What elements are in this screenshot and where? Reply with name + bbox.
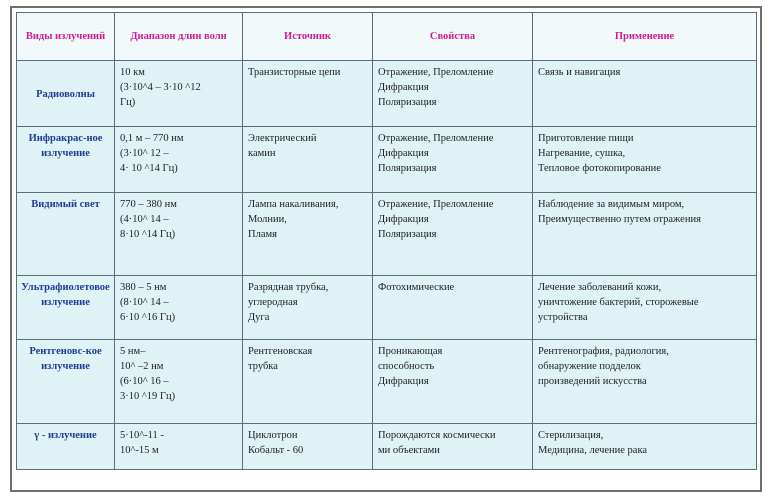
property-line: Фотохимические [378, 282, 455, 293]
kind-label: Инфракрас-ное излучение [28, 133, 103, 159]
source-line: Молнии, [248, 214, 287, 225]
usage-line: Рентгенография, радиология, [538, 346, 669, 357]
property-line: ми объектами [378, 445, 440, 456]
kind-label: Видимый свет [31, 199, 100, 210]
kind-label: Ультрафиолетовое излучение [21, 282, 110, 308]
kind-cell [17, 61, 115, 127]
range-line: 6·10 ^16 Гц) [120, 312, 176, 323]
header-usage: Применение [533, 13, 757, 61]
kind-cell [17, 276, 115, 340]
header-source: Источник [243, 13, 373, 61]
usage-line: Приготовление пищи [538, 133, 634, 144]
range-line: 5 нм– [120, 346, 146, 357]
source-cell [243, 193, 373, 276]
usage-cell [533, 193, 757, 276]
properties-cell [373, 61, 533, 127]
properties-cell [373, 276, 533, 340]
range-cell [115, 340, 243, 424]
range-cell [115, 276, 243, 340]
range-line: 8·10 ^14 Гц) [120, 229, 176, 240]
range-line: 0,1 м – 770 нм [120, 133, 184, 144]
kind-cell [17, 340, 115, 424]
usage-line: Тепловое фотокопирование [538, 163, 661, 174]
range-line: (3·10^ 12 – [120, 148, 169, 159]
usage-line: произведений искусства [538, 376, 647, 387]
usage-line: Преимущественно путем отражения [538, 214, 701, 225]
usage-line: устройства [538, 312, 588, 323]
properties-cell [373, 193, 533, 276]
usage-cell [533, 61, 757, 127]
property-line: способность [378, 361, 435, 372]
header-properties: Свойства [373, 13, 533, 61]
property-line: Поляризация [378, 97, 437, 108]
source-line: Дуга [248, 312, 270, 323]
property-line: Поляризация [378, 163, 437, 174]
source-cell [243, 340, 373, 424]
kind-label: Рентгеновс-кое излучение [29, 346, 102, 372]
table-row [17, 193, 757, 276]
range-line: 770 – 380 нм [120, 199, 177, 210]
usage-line: Наблюдение за видимым миром, [538, 199, 685, 210]
source-line: Электрический [248, 133, 317, 144]
usage-cell [533, 276, 757, 340]
range-cell [115, 127, 243, 193]
table-row [17, 61, 757, 127]
range-cell [115, 193, 243, 276]
range-line: (4·10^ 14 – [120, 214, 169, 225]
range-line: 10 км [120, 67, 145, 78]
property-line: Поляризация [378, 229, 437, 240]
usage-line: уничтожение бактерий, сторожевые [538, 297, 699, 308]
header-row [17, 13, 757, 61]
usage-cell [533, 340, 757, 424]
header-range: Диапазон длин волн [115, 13, 243, 61]
usage-line: обнаружение подделок [538, 361, 641, 372]
range-line: (3·10^4 – 3·10 ^12 [120, 82, 201, 93]
source-line: Пламя [248, 229, 277, 240]
table-row [17, 424, 757, 470]
property-line: Порождаются космически [378, 430, 496, 441]
source-line: Транзисторные цепи [248, 67, 341, 78]
source-cell [243, 61, 373, 127]
property-line: Дифракция [378, 82, 429, 93]
header-kinds: Виды излучений [17, 13, 115, 61]
table-row [17, 340, 757, 424]
properties-cell [373, 127, 533, 193]
property-line: Отражение, Преломление [378, 133, 494, 144]
source-line: Лампа накаливания, [248, 199, 339, 210]
source-cell [243, 424, 373, 470]
source-line: Кобальт - 60 [248, 445, 304, 456]
source-line: Циклотрон [248, 430, 298, 441]
source-line: Рентгеновская [248, 346, 313, 357]
property-line: Отражение, Преломление [378, 199, 494, 210]
properties-cell [373, 340, 533, 424]
source-cell [243, 276, 373, 340]
property-line: Дифракция [378, 148, 429, 159]
radiation-table [16, 12, 757, 470]
source-line: трубка [248, 361, 278, 372]
range-line: 10^-15 м [120, 445, 159, 456]
image-frame [10, 6, 762, 492]
range-line: Гц) [120, 97, 136, 108]
source-cell [243, 127, 373, 193]
kind-cell [17, 127, 115, 193]
range-line: 3·10 ^19 Гц) [120, 391, 176, 402]
range-cell [115, 61, 243, 127]
usage-cell [533, 424, 757, 470]
source-line: камин [248, 148, 276, 159]
range-line: 380 – 5 нм [120, 282, 167, 293]
property-line: Проникающая [378, 346, 443, 357]
source-line: Разрядная трубка, [248, 282, 329, 293]
range-line: (6·10^ 16 – [120, 376, 169, 387]
property-line: Отражение, Преломление [378, 67, 494, 78]
kind-label: Радиоволны [36, 88, 95, 100]
usage-cell [533, 127, 757, 193]
kind-cell [17, 424, 115, 470]
range-line: 4· 10 ^14 Гц) [120, 163, 178, 174]
kind-label: γ - излучение [34, 430, 97, 441]
properties-cell [373, 424, 533, 470]
range-line: 10^ –2 нм [120, 361, 164, 372]
usage-line: Связь и навигация [538, 67, 621, 78]
range-cell [115, 424, 243, 470]
property-line: Дифракция [378, 376, 429, 387]
usage-line: Лечение заболеваний кожи, [538, 282, 662, 293]
source-line: углеродная [248, 297, 298, 308]
range-line: (8·10^ 14 – [120, 297, 169, 308]
table-row [17, 276, 757, 340]
kind-cell [17, 193, 115, 276]
range-line: 5·10^-11 - [120, 430, 164, 441]
property-line: Дифракция [378, 214, 429, 225]
usage-line: Медицина, лечение рака [538, 445, 648, 456]
usage-line: Стерилизация, [538, 430, 604, 441]
usage-line: Нагревание, сушка, [538, 148, 626, 159]
table-row [17, 127, 757, 193]
